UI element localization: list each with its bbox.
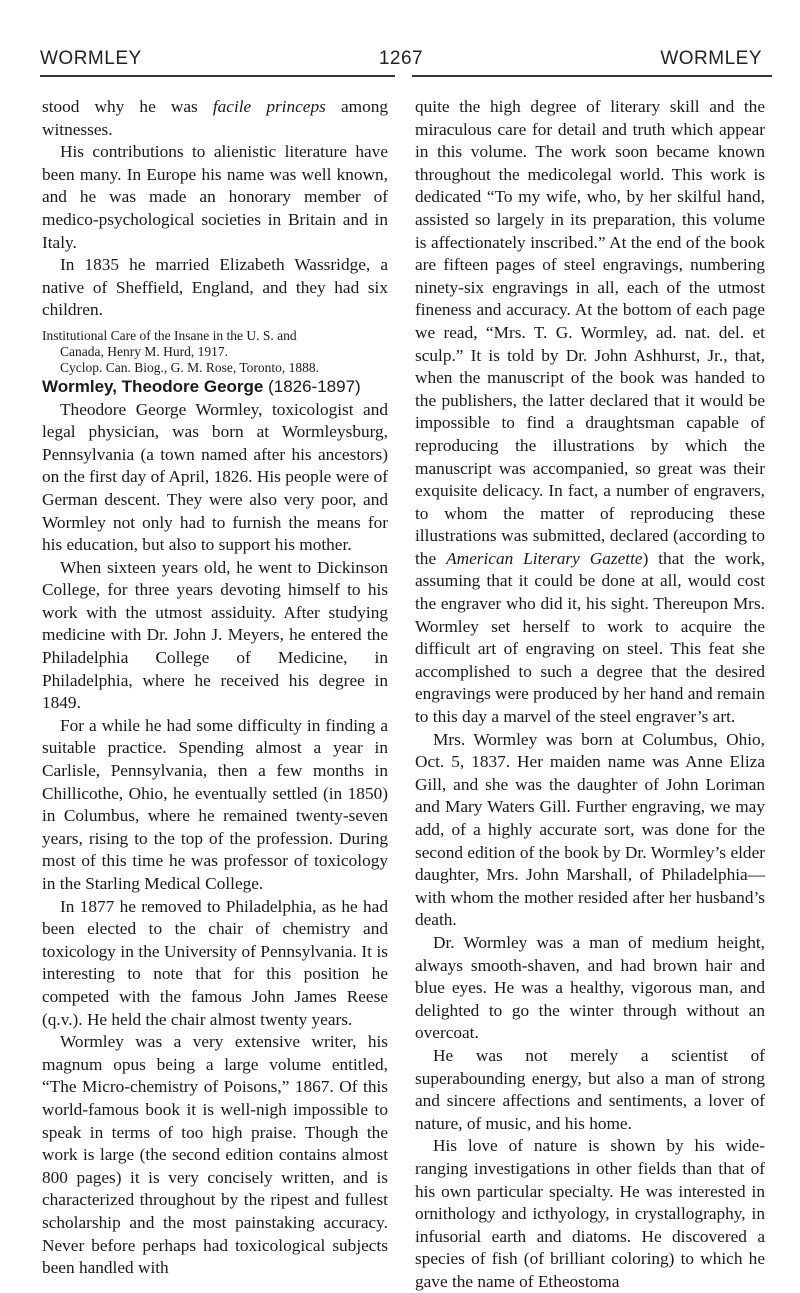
continued-paragraph — [415, 96, 765, 729]
bibliography-line: Canada, Henry M. Hurd, 1917. — [60, 343, 228, 359]
header-right-name: WORMLEY — [660, 48, 762, 69]
paragraph: He was not merely a scientist of superabounding energy, but also a man of strong and sincere affections and sentiments, a lover of nature, of music, and his home. — [415, 1045, 765, 1133]
italic-title: American Literary Gazette — [446, 548, 643, 568]
paragraph: In 1877 he removed to Philadelphia, as he had been elected to the chair of chemistry and toxicology in the University of Pennsylvania. It is interesting to note that for this position he competed with the famous John James Reese (q.v.). He held the chair almost twenty years. — [42, 896, 388, 1029]
header-left-name: WORMLEY — [40, 48, 142, 69]
paragraph: His love of nature is shown by his wide-ranging investigations in other fields than that of his own particular specialty. He was interested in ornithology and icthyology, in crystallography, in infusorial earth and diatoms. He discovered a species of fish (of brilliant coloring) to which he gave the name of Etheostoma — [415, 1136, 765, 1291]
paragraph: Mrs. Wormley was born at Columbus, Ohio, Oct. 5, 1837. Her maiden name was Anne Eliza Gill, and she was the daughter of John Loriman and Mary Waters Gill. Further engraving, we may add, of a highly accurate sort, was done for the second edition of the book by Dr. Wormley’s elder daughter, Mrs. John Marshall, of Philadelphia—with whom the mother resided after her husband’s death. — [415, 729, 765, 930]
entry-heading — [42, 376, 388, 399]
right-column — [415, 96, 765, 1293]
paragraph: Dr. Wormley was a man of medium height, always smooth-shaven, and had brown hair and blue eyes. He was a healthy, vigorous man, and delighted to go the winter through without an overcoat. — [415, 932, 765, 1043]
left-column — [42, 96, 388, 1280]
paragraph: Theodore George Wormley, toxicologist and legal physician, was born at Wormleysburg, Pennsylvania (a town named after his ancestors) on the first day of April, 1826. His people were of German descent. They were also very poor, and Wormley not only had to furnish the means for his education, but also to support his mother. — [42, 399, 388, 555]
header-rule-right — [412, 75, 772, 77]
header-rule-left — [40, 75, 395, 77]
paragraph: When sixteen years old, he went to Dickinson College, for three years devoting himself to his work with the utmost assiduity. After studying medicine with Dr. John J. Meyers, he entered the Philadelphia College of Medicine, in Philadelphia, where he received his degree in 1849. — [42, 557, 388, 713]
continued-paragraph — [42, 96, 388, 141]
bibliography — [42, 328, 388, 376]
italic-phrase: facile princeps — [212, 97, 326, 116]
paragraph: In 1835 he married Elizabeth Wassridge, a native of Sheffield, England, and they had six children. — [42, 255, 388, 320]
paragraph: His contributions to alienistic literature have been many. In Europe his name was well known, and he was made an honorary member of medico-psychological societies in Britain and in Italy. — [42, 142, 388, 252]
paragraph: For a while he had some difficulty in finding a suitable practice. Spending almost a year in Carlisle, Pennsylvania, then a few months in Chillicothe, Ohio, he eventually settled (in 1850) in Columbus, where he remained twenty-seven years, rising to the top of the profession. During most of this time he was professor of toxicology in the Starling Medical College. — [42, 715, 388, 893]
bibliography-line: Cyclop. Can. Biog., G. M. Rose, Toronto, 1888. — [60, 359, 320, 375]
paragraph: Wormley was a very extensive writer, his magnum opus being a large volume entitled, “The Micro-chemistry of Poisons,” 1867. Of this world-famous book it is well-nigh impossible to speak in terms of too high praise. Though the work is large (the second edition contains almost 800 pages) it is very concisely written, and is characterized throughout by the ripest and fullest scholarship and the most painstaking accuracy. Never before perhaps had toxicological subjects been handled with — [42, 1032, 388, 1278]
entry-dates: (1826-1897) — [263, 376, 361, 396]
text-run: quite the high degree of literary skill and the miraculous care for detail and truth which appear in this volume. The work soon became known throughout the medicolegal world. This work is dedicated “To my wife, who, by her skilful hand, assisted so largely in its preparation, this volume is affectionately inscribed.” At the end of the book are fifteen pages of steel engravings, numbering ninety-six engravings in all, each of the utmost fineness and accuracy. At the bottom of each page we read, “Mrs. T. G. Wormley, ad. nat. del. et sculp.” It is told by Dr. John Ashhurst, Jr., that, when the manuscript of the book was handed to the publishers, the latter declared that it would be impossible to find a draughtsman capable of reproducing the illustrations by which the manuscript was accompanied, so great was their exquisite delicacy. In fact, a number of engravers, to whom the matter of reproducing these illustrations was submitted, declared (according to the — [415, 97, 765, 568]
entry-name: Wormley, Theodore George — [42, 376, 264, 396]
text-run: stood why he was — [42, 97, 213, 116]
page-number: 1267 — [378, 48, 424, 69]
text-run: ) that the work, assuming that it could be done at all, would cost the engraver who did it, his sight. Thereupon Mrs. Wormley set herself to work to acquire the difficult art of engraving on steel. This feat she accomplished to such a degree that the desired engravings were produced by her hand and remain to this day a marvel of the steel engraver’s art. — [415, 548, 765, 727]
bibliography-line: Institutional Care of the Insane in the U. S. and — [42, 327, 297, 343]
text-run: among witnesses. — [42, 97, 388, 139]
running-header — [40, 48, 762, 72]
